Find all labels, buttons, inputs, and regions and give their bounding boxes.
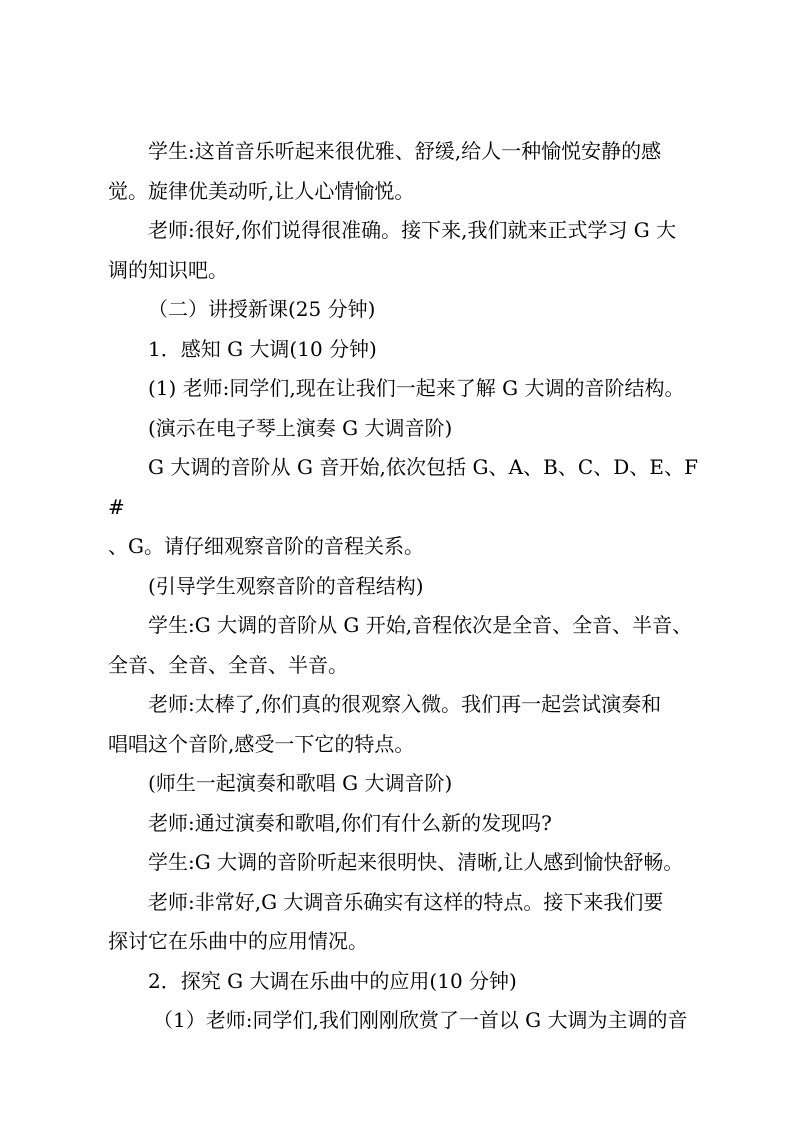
- text-line-12: 学生:G 大调的音阶从 G 开始,音程依次是全音、全音、半音、: [148, 613, 693, 637]
- text-line-9: G 大调的音阶从 G 音开始,依次包括 G、A、B、C、D、E、F#: [108, 455, 698, 519]
- text-line-4: 调的知识吧。: [108, 257, 228, 282]
- text-line-3: 老师:很好,你们说得很准确。接下来,我们就来正式学习 G 大: [148, 218, 677, 242]
- text-line-8: (演示在电子琴上演奏 G 大调音阶): [148, 415, 453, 440]
- text-line-10: 、G。请仔细观察音阶的音程关系。: [108, 534, 424, 558]
- subsection-heading-2: 2．探究 G 大调在乐曲中的应用(10 分钟): [148, 968, 517, 993]
- text-line-17: 老师:通过演奏和歌唱,你们有什么新的发现吗?: [148, 810, 552, 835]
- text-line-19: 老师:非常好,G 大调音乐确实有这样的特点。接下来我们要: [148, 889, 664, 914]
- text-line-14: 老师:太棒了,你们真的很观察入微。我们再一起尝试演奏和: [148, 692, 662, 716]
- text-line-15: 唱唱这个音阶,感受一下它的特点。: [108, 731, 415, 756]
- text-line-2: 觉。旋律优美动听,让人心情愉悦。: [108, 178, 415, 203]
- subsection-heading-1: 1．感知 G 大调(10 分钟): [148, 336, 377, 361]
- text-line-18: 学生:G 大调的音阶听起来很明快、清晰,让人感到愉快舒畅。: [148, 850, 684, 874]
- text-line-13: 全音、全音、全音、半音。: [108, 652, 348, 677]
- text-line-20: 探讨它在乐曲中的应用情况。: [108, 929, 368, 953]
- section-heading: （二）讲授新课(25 分钟): [148, 297, 376, 321]
- text-line-22: （1）老师:同学们,我们刚刚欣赏了一首以 G 大调为主调的音: [153, 1008, 688, 1032]
- text-line-7: (1) 老师:同学们,现在让我们一起来了解 G 大调的音阶结构。: [148, 376, 685, 400]
- text-line-16: (师生一起演奏和歌唱 G 大调音阶): [148, 771, 453, 795]
- text-line-1: 学生:这首音乐听起来很优雅、舒缓,给人一种愉悦安静的感: [148, 139, 662, 163]
- document-page: [108, 132, 698, 1041]
- text-line-11: (引导学生观察音阶的音程结构): [148, 573, 424, 598]
